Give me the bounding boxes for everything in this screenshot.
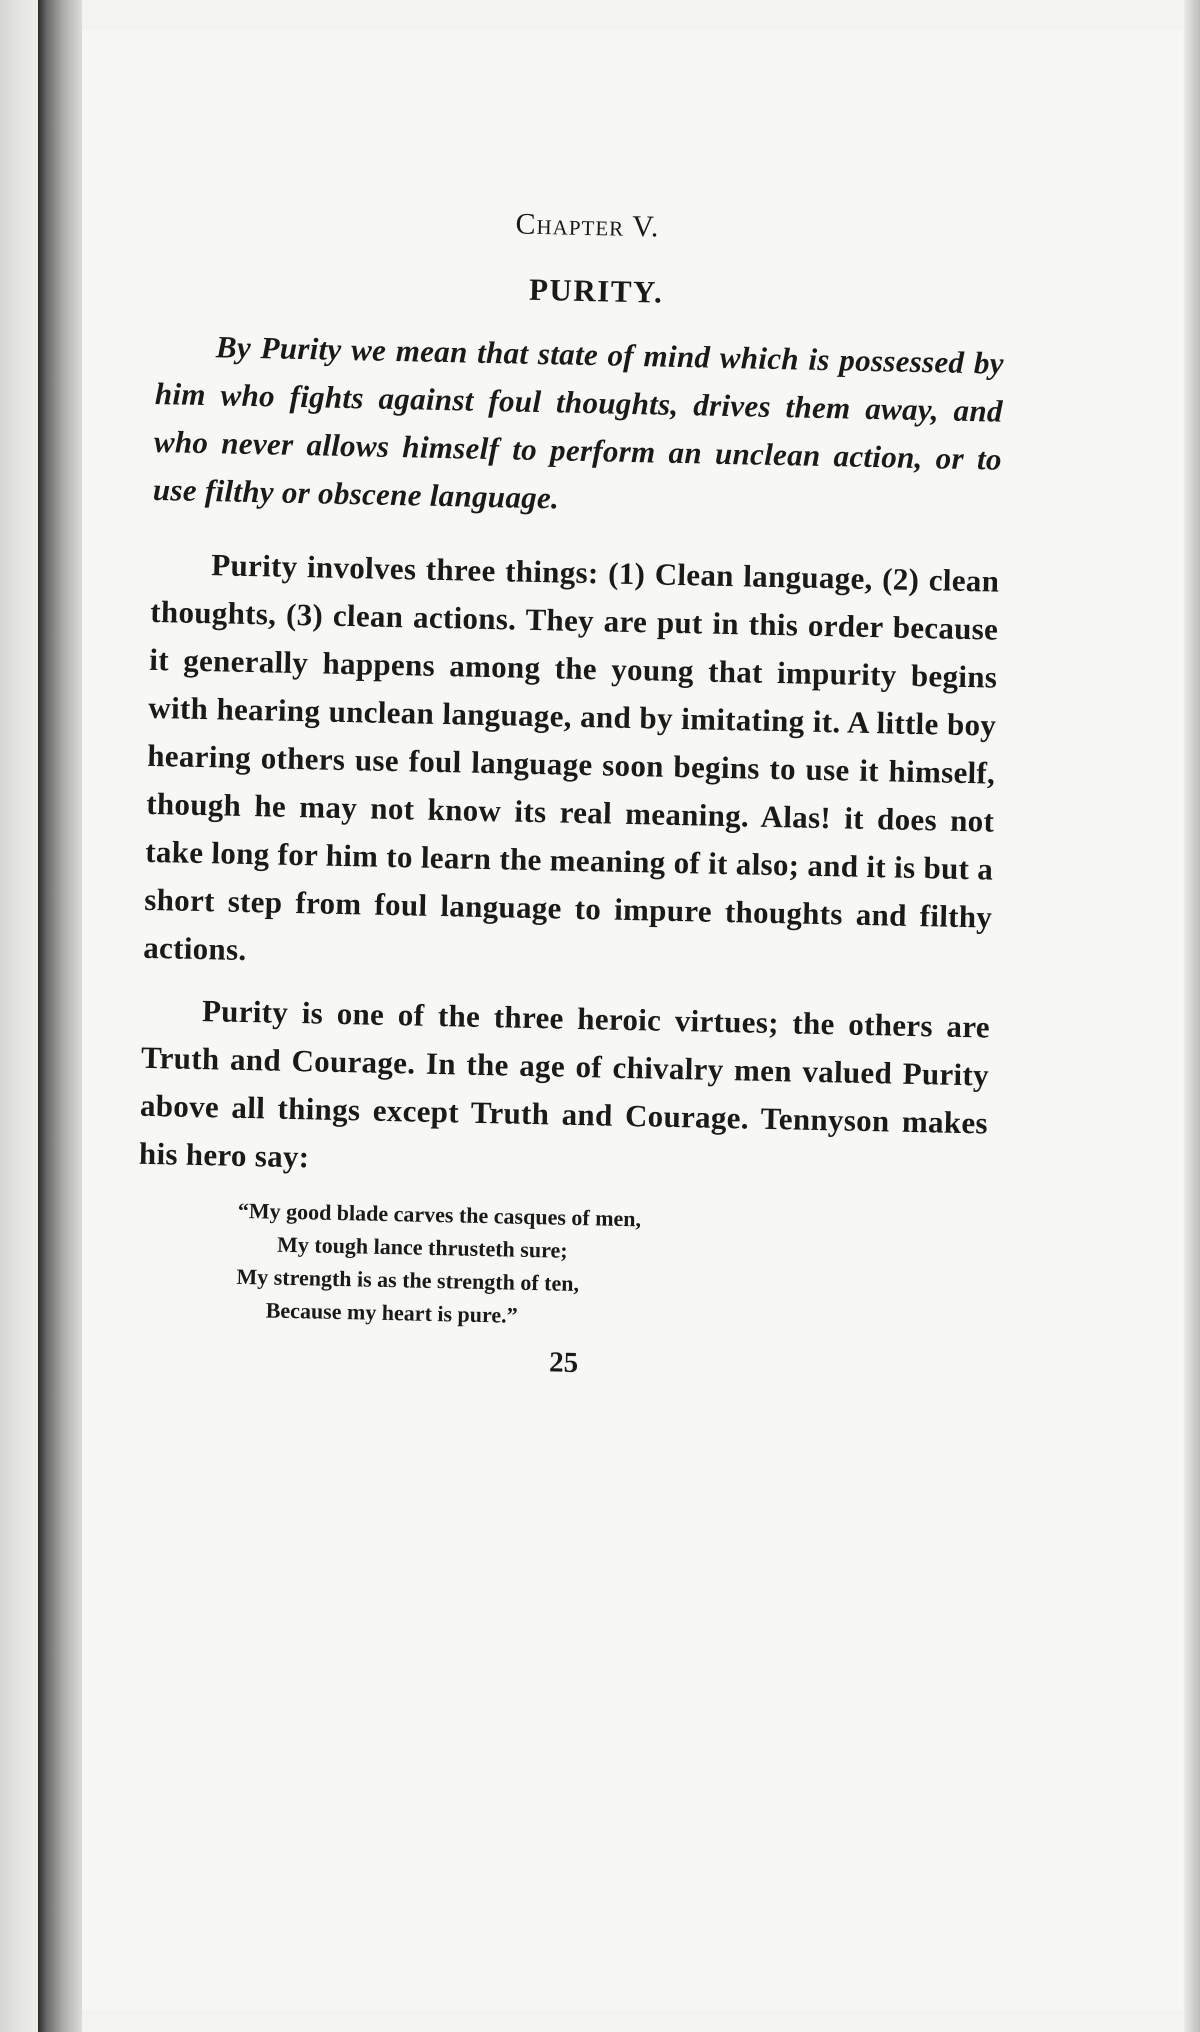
body-paragraph-2: Purity is one of the three heroic virtues; the others are Truth and Courage. In the age of chivalry men valued Purity above all things except Truth and Courage. Tennyson makes his hero say: — [138, 993, 991, 1175]
verse-line-1: “My good blade carves the casques of men, — [237, 1197, 642, 1232]
chapter-heading: Chapter V. — [515, 207, 660, 244]
chapter-title: PURITY. — [528, 271, 664, 310]
verse-line-3: My strength is as the strength of ten, — [236, 1263, 580, 1297]
verse-line-2: My tough lance thrusteth sure; — [276, 1231, 568, 1263]
page-gutter-shadow — [38, 0, 82, 2032]
scan-margin — [0, 0, 38, 2032]
body-paragraph-1: Purity involves three things: (1) Clean language, (2) clean thoughts, (3) clean actions. They are put in this order because it generally happens among the young that impurity begins with hearing unclean language, and by imitating it. A little boy hearing others use foul language soon begins to use it himself, though he may not know its real meaning. Alas! it does not take long for him to learn the meaning of it also; and it is but a short step from foul language to impure thoughts and filthy actions. — [142, 547, 1000, 967]
page-text-block — [134, 200, 1006, 1389]
verse-quotation — [235, 1194, 986, 1342]
page-number: 25 — [548, 1346, 579, 1380]
book-page — [82, 30, 1182, 2010]
verse-line-4: Because my heart is pure.” — [265, 1297, 518, 1328]
definition-paragraph: By Purity we mean that state of mind which is possessed by him who fights against foul thoughts, drives them away, and who never allows himself to perform an unclean action, or to use filthy or obscene language. — [152, 329, 1005, 516]
page-edge-shadow — [1184, 0, 1200, 2032]
